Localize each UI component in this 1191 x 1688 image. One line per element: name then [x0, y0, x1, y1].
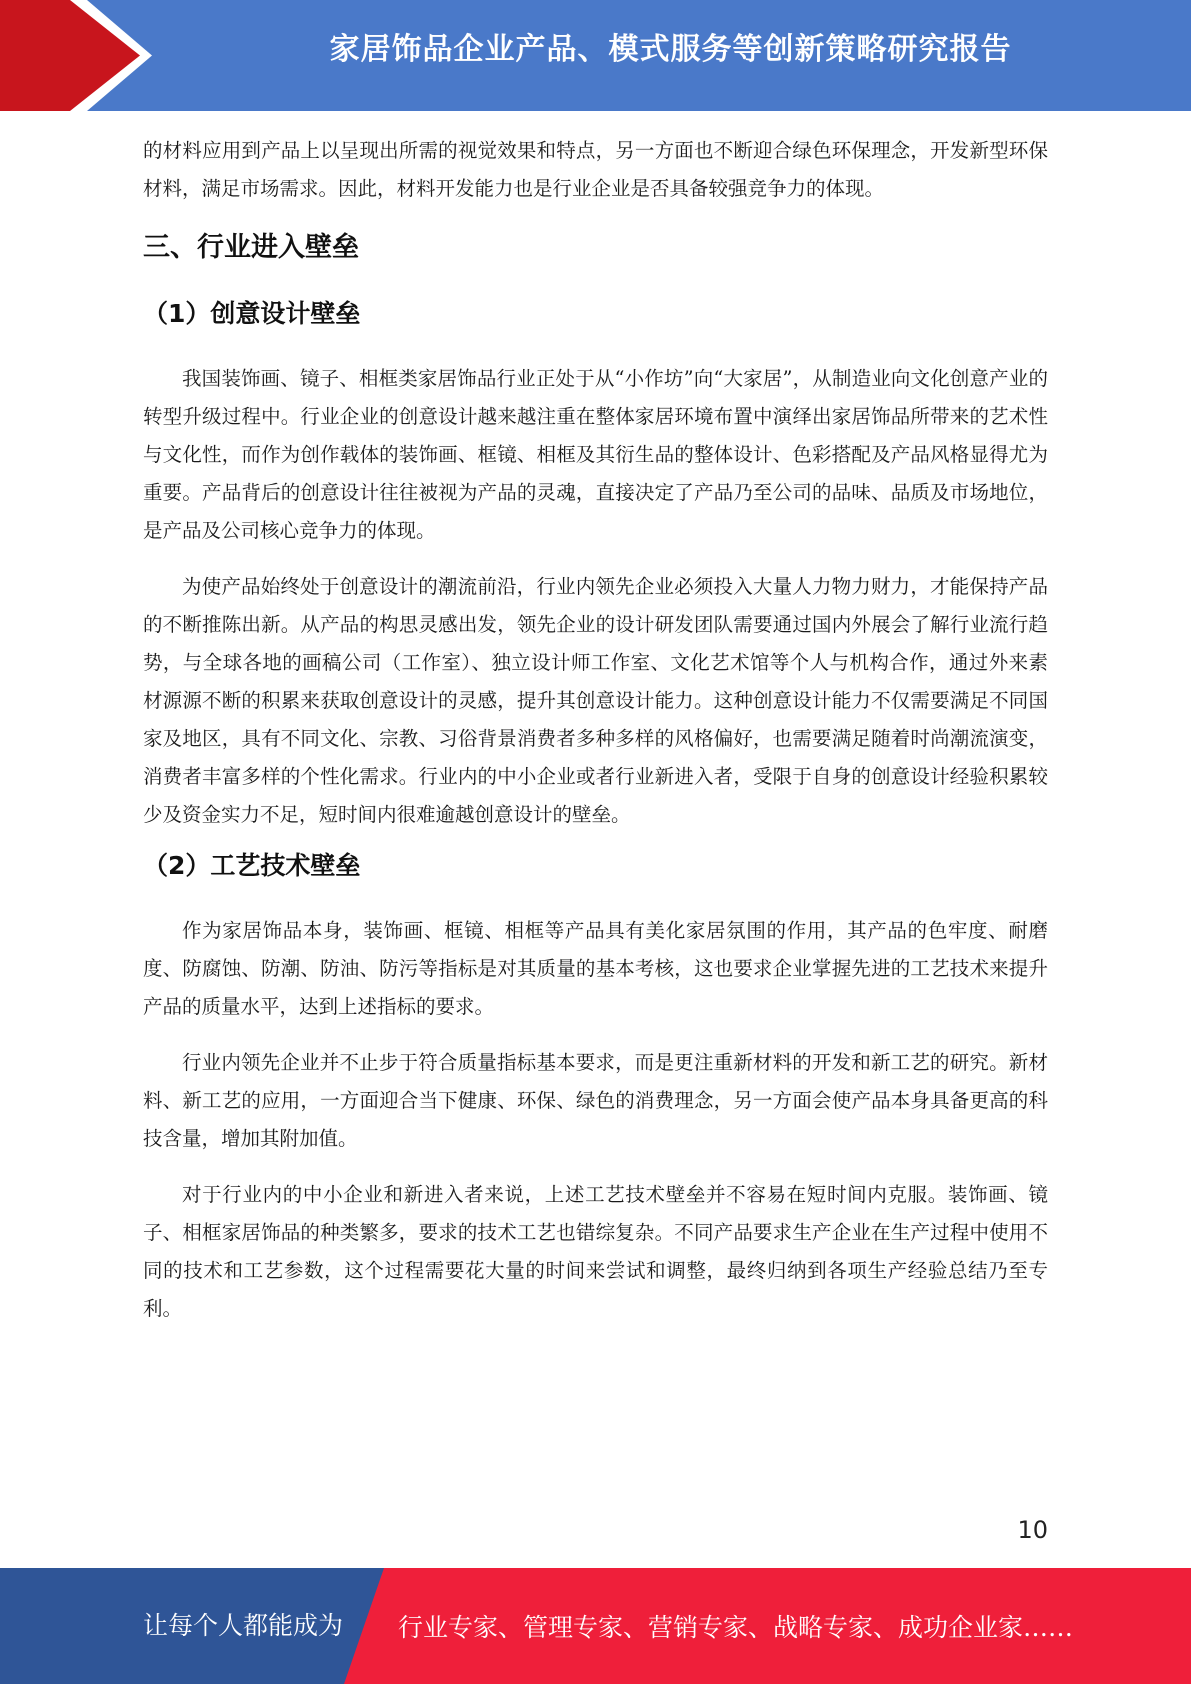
- paragraph: 行业内领先企业并不止步于符合质量指标基本要求，而是更注重新材料的开发和新工艺的研究。新材料、新工艺的应用，一方面迎合当下健康、环保、绿色的消费理念，另一方面会使产品本身具备更高的科技含量，增加其附加值。: [143, 1051, 1048, 1150]
- paragraph: 对于行业内的中小企业和新进入者来说，上述工艺技术壁垒并不容易在短时间内克服。装饰画、镜子、相框家居饰品的种类繁多，要求的技术工艺也错综复杂。不同产品要求生产企业在生产过程中使用不同的技术和工艺参数，这个过程需要花大量的时间来尝试和调整，最终归纳到各项生产经验总结乃至专利。: [143, 1183, 1048, 1320]
- header-red-chevron: [0, 0, 140, 111]
- report-title: 家居饰品企业产品、模式服务等创新策略研究报告: [329, 32, 1012, 67]
- paragraph: 我国装饰画、镜子、相框类家居饰品行业正处于从“小作坊”向“大家居”，从制造业向文化创意产业的转型升级过程中。行业企业的创意设计越来越注重在整体家居环境布置中演绎出家居饰品所带来的艺术性与文化性，而作为创作载体的装饰画、框镜、相框及其衍生品的整体设计、色彩搭配及产品风格显得尤为重要。产品背后的创意设计往往被视为产品的灵魂，直接决定了产品乃至公司的品味、品质及市场地位，是产品及公司核心竞争力的体现。: [143, 367, 1048, 542]
- paragraph: 为使产品始终处于创意设计的潮流前沿，行业内领先企业必须投入大量人力物力财力，才能保持产品的不断推陈出新。从产品的构思灵感出发，领先企业的设计研发团队需要通过国内外展会了解行业流行趋势，与全球各地的画稿公司（工作室）、独立设计师工作室、文化艺术馆等个人与机构合作，通过外来素材源源不断的积累来获取创意设计的灵感，提升其创意设计能力。这种创意设计能力不仅需要满足不同国家及地区，具有不同文化、宗教、习俗背景消费者多种多样的风格偏好，也需要满足随着时尚潮流演变，消费者丰富多样的个性化需求。行业内的中小企业或者行业新进入者，受限于自身的创意设计经验积累较少及资金实力不足，短时间内很难逾越创意设计的壁垒。: [143, 575, 1048, 826]
- page-footer: [0, 1568, 1191, 1684]
- section-heading: 三、行业进入壁垒: [143, 232, 359, 263]
- page-header: [0, 0, 1191, 111]
- footer-slogan-left: 让每个人都能成为: [143, 1611, 344, 1640]
- page-number: 10: [1017, 1516, 1048, 1544]
- page-content: [143, 132, 1048, 1328]
- footer-slogan-right: 行业专家、管理专家、营销专家、战略专家、成功企业家……: [398, 1613, 1074, 1642]
- intro-paragraph: 的材料应用到产品上以呈现出所需的视觉效果和特点，另一方面也不断迎合绿色环保理念，开发新型环保材料，满足市场需求。因此，材料开发能力也是行业企业是否具备较强竞争力的体现。: [143, 139, 1048, 200]
- subsection-heading-process-technology: （2）工艺技术壁垒: [143, 851, 361, 880]
- subsection-heading-creative-design: （1）创意设计壁垒: [143, 299, 361, 328]
- paragraph: 作为家居饰品本身，装饰画、框镜、相框等产品具有美化家居氛围的作用，其产品的色牢度、耐磨度、防腐蚀、防潮、防油、防污等指标是对其质量的基本考核，这也要求企业掌握先进的工艺技术来提升产品的质量水平，达到上述指标的要求。: [143, 919, 1048, 1018]
